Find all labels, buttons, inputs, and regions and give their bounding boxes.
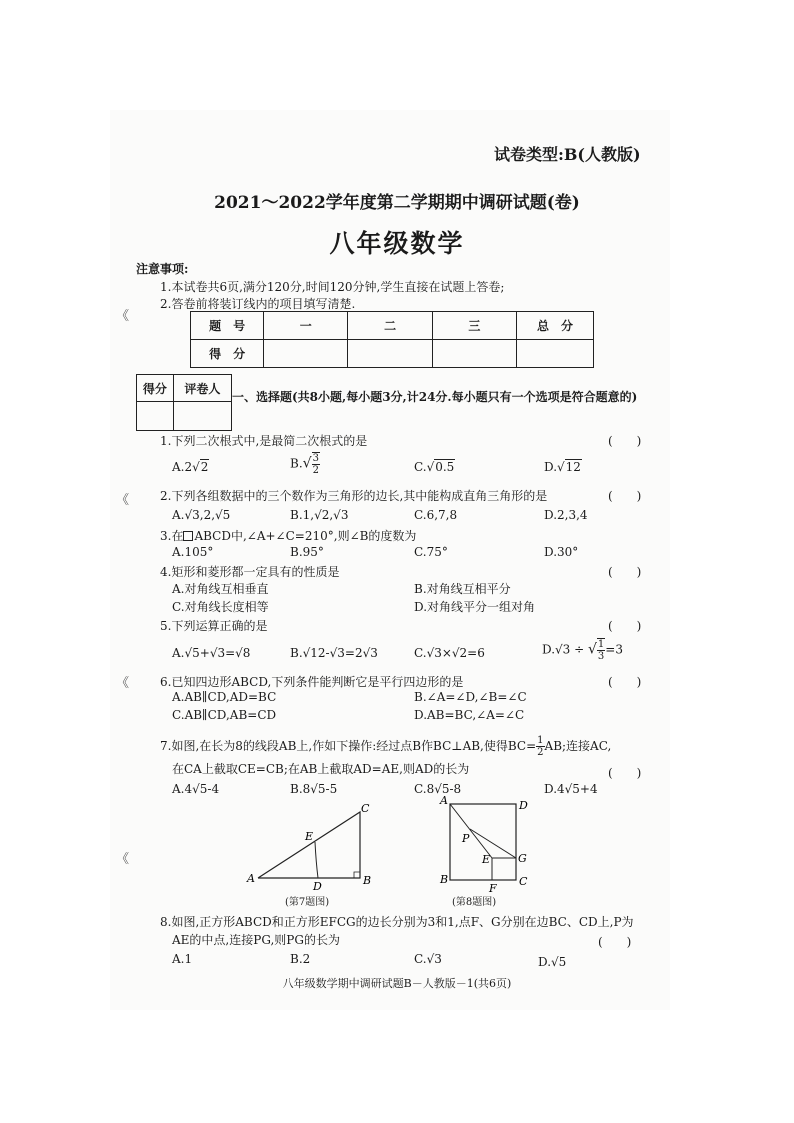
notice-item: 2.答卷前将装订线内的项目填写清楚. [160,297,356,311]
question-1-option-a[interactable]: A.2√2 [172,460,209,474]
question-8-option-d[interactable]: D.√5 [538,955,567,969]
segment-ae [450,804,492,858]
score-table-header: 二 [348,312,432,340]
question-7-stem-line-1: 7.如图,在长为8的线段AB上,作如下操作:经过点B作BC⊥AB,使得BC= $\frac{1}{2}$ AB;连接AC, [160,735,612,758]
question-2-option-a[interactable]: A.√3,2,√5 [172,508,231,522]
label-b: B [440,873,449,886]
grader-reviewer-cell[interactable] [173,402,231,431]
score-table-header: 题 号 [191,312,264,340]
right-angle-mark [354,872,360,878]
question-6-option-b[interactable]: B.∠A=∠D,∠B=∠C [414,690,527,704]
triangle-abc [258,812,360,878]
question-5-option-c[interactable]: C.√3×√2=6 [414,646,485,660]
square-efcg [492,858,516,880]
question-8-option-a[interactable]: A.1 [172,952,193,966]
question-1-option-c[interactable]: C.√0.5 [414,460,455,474]
question-6-option-c[interactable]: C.AB∥CD,AB=CD [172,708,277,722]
subject-title: 八年级数学 [329,229,465,258]
question-1-option-d[interactable]: D.√12 [544,460,581,474]
label-d: D [519,799,528,812]
question-3-option-d[interactable]: D.30° [544,545,579,559]
question-1-option-b[interactable]: B.√ $\frac{3}{2}$ [290,453,319,476]
label-e: E [482,853,491,866]
question-6-stem: 6.已知四边形ABCD,下列条件能判断它是平行四边形的是 [160,675,464,689]
score-table-header: 一 [264,312,348,340]
question-3-option-a[interactable]: A.105° [172,545,214,559]
question-6-option-d[interactable]: D.AB=BC,∠A=∠C [414,708,525,722]
label-d: D [313,880,322,893]
segment-pg [470,829,516,858]
score-cell[interactable] [432,340,516,368]
paper-type-label: 试卷类型:B(人教版) [494,145,641,164]
question-7-option-b[interactable]: B.8√5-5 [290,782,338,796]
answer-paren[interactable]: ( ) [608,619,642,633]
score-table-header: 总 分 [516,312,593,340]
question-7-option-d[interactable]: D.4√5+4 [544,782,598,796]
answer-paren[interactable]: ( ) [608,489,642,503]
question-5-option-b[interactable]: B.√12-√3=2√3 [290,646,378,660]
label-e: E [305,830,314,843]
grader-table [136,374,232,431]
figure-8-caption: (第8题图) [452,897,497,908]
answer-paren[interactable]: ( ) [608,675,642,689]
question-4-option-b[interactable]: B.对角线互相平分 [414,582,511,596]
question-1-stem: 1.下列二次根式中,是最简二次根式的是 [160,434,368,448]
label-c: C [361,802,370,815]
figure-7-caption: (第7题图) [285,897,330,908]
question-5-stem: 5.下列运算正确的是 [160,619,268,633]
question-3-option-c[interactable]: C.75° [414,545,448,559]
label-b: B [363,874,372,887]
score-row-label: 得 分 [191,340,264,368]
question-2-option-d[interactable]: D.2,3,4 [544,508,588,522]
question-3-stem: 3.在 ABCD中,∠A+∠C=210°,则∠B的度数为 [160,529,417,543]
question-3-option-b[interactable]: B.95° [290,545,324,559]
question-5-option-a[interactable]: A.√5+√3=√8 [172,646,251,660]
question-8-option-b[interactable]: B.2 [290,952,311,966]
label-c: C [519,875,528,888]
label-p: P [462,832,470,845]
answer-paren[interactable]: ( ) [608,434,642,448]
label-f: F [489,882,497,895]
binding-mark: 《 [116,852,130,867]
score-cell[interactable] [264,340,348,368]
question-8-option-c[interactable]: C.√3 [414,952,442,966]
question-4-stem: 4.矩形和菱形都一定具有的性质是 [160,565,340,579]
grader-header-reviewer: 评卷人 [173,375,231,402]
exam-title: 2021～2022学年度第二学期期中调研试题(卷) [214,193,580,213]
question-2-option-b[interactable]: B.1,√2,√3 [290,508,349,522]
question-5-option-d[interactable]: D.√3 ÷ √ $\frac{1}{3}$ =3 [542,639,623,662]
question-4-option-c[interactable]: C.对角线长度相等 [172,600,269,614]
question-6-option-a[interactable]: A.AB∥CD,AD=BC [172,690,277,704]
score-table [190,311,594,368]
question-2-stem: 2.下列各组数据中的三个数作为三角形的边长,其中能构成直角三角形的是 [160,489,548,503]
label-g: G [518,852,527,865]
binding-mark: 《 [116,676,130,691]
answer-paren[interactable]: ( ) [608,766,642,780]
arc-ed [315,842,318,878]
question-2-option-c[interactable]: C.6,7,8 [414,508,458,522]
question-7-stem-line-2: 在CA上截取CE=CB;在AB上截取AD=AE,则AD的长为 [172,762,470,776]
question-7-option-c[interactable]: C.8√5-8 [414,782,462,796]
square-abcd [450,804,516,880]
figure-8 [436,796,536,896]
notice-item: 1.本试卷共6页,满分120分,时间120分钟,学生直接在试题上答卷; [160,280,505,294]
parallelogram-icon [183,531,193,541]
question-4-option-d[interactable]: D.对角线平分一组对角 [414,600,536,614]
question-8-stem-line-2: AE的中点,连接PG,则PG的长为 [172,933,340,947]
notice-title: 注意事项: [136,262,189,276]
binding-mark: 《 [116,493,130,508]
score-cell[interactable] [516,340,593,368]
grader-header-score: 得分 [137,375,174,402]
page-footer: 八年级数学期中调研试题B－人教版－1(共6页) [282,977,512,990]
figure-7 [240,800,380,896]
question-7-option-a[interactable]: A.4√5-4 [172,782,220,796]
question-4-option-a[interactable]: A.对角线互相垂直 [172,582,269,596]
score-cell[interactable] [348,340,432,368]
binding-mark: 《 [116,309,130,324]
answer-paren[interactable]: ( ) [598,935,632,949]
answer-paren[interactable]: ( ) [608,565,642,579]
label-a: A [247,872,255,885]
question-8-stem-line-1: 8.如图,正方形ABCD和正方形EFCG的边长分别为3和1,点F、G分别在边BC、CD上,P为 [160,915,634,929]
grader-score-cell[interactable] [137,402,174,431]
label-a: A [440,796,448,807]
section-title: 一、选择题(共8小题,每小题3分,计24分.每小题只有一个选项是符合题意的) [232,390,638,404]
score-table-header: 三 [432,312,516,340]
